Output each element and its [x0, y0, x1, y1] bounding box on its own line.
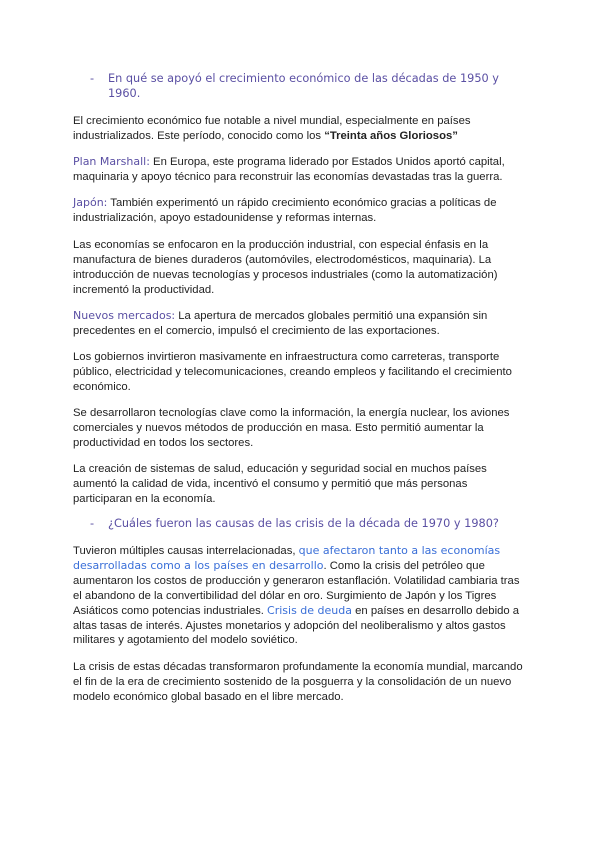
japon-label: Japón: — [73, 196, 108, 209]
bullet-dash: - — [90, 517, 95, 530]
bullet-dash: - — [90, 72, 95, 85]
causas-highlight-2: Crisis de deuda — [267, 603, 352, 617]
industria-paragraph: Las economías se enfocaron en la producción industrial, con especial énfasis en la manufactura de bienes duraderos (automóviles, electrodomésticos, maquinaria). La introducción de nuevas tecnologías y procesos industriales (como la automatización) incrementó la productividad. — [73, 239, 498, 296]
causas-highlight-1: que afectaron tanto a las economías desarrolladas como a los países en desarrollo — [73, 544, 501, 572]
tecnologias-paragraph: Se desarrollaron tecnologías clave como la información, la energía nuclear, los aviones comerciales y nuevos métodos de producción en masa. Esto permitió aumentar la productividad en todos los sectores. — [73, 407, 510, 449]
intro-text: El crecimiento económico fue notable a nivel mundial, especialmente en países industrializados. Este período, conocido como los — [73, 115, 471, 142]
marshall-label: Plan Marshall: — [73, 155, 150, 168]
salud-paragraph: La creación de sistemas de salud, educación y seguridad social en muchos países aumentó la calidad de vida, incentivó el consumo y permitió que más personas participaran en la economía. — [73, 463, 487, 505]
question-text: ¿Cuáles fueron las causas de las crisis de la década de 1970 y 1980? — [108, 517, 499, 530]
causas-text-3: en países en desarrollo debido a altas tasas de interés. Ajustes monetarios y adopción del neoliberalismo y altos gastos militares y agotamiento del modelo soviético. — [73, 604, 520, 647]
question-text: En qué se apoyó el crecimiento económico de las décadas de 1950 y 1960. — [108, 72, 499, 100]
intro-paragraph — [73, 114, 528, 144]
mercados-paragraph — [73, 309, 528, 339]
mercados-label: Nuevos mercados: — [73, 309, 176, 322]
japon-paragraph — [73, 196, 528, 226]
causas-text-1: Tuvieron múltiples causas interrelacionadas, — [73, 545, 299, 557]
causas-paragraph — [73, 544, 528, 648]
conclusion-paragraph: La crisis de estas décadas transformaron profundamente la economía mundial, marcando el fin de la era de crecimiento sostenido de la posguerra y la consolidación de un nuevo modelo económico global basado en el libre mercado. — [73, 661, 523, 703]
gobiernos-paragraph: Los gobiernos invirtieron masivamente en infraestructura como carreteras, transporte público, electricidad y telecomunicaciones, creando empleos y facilitando el crecimiento económico. — [73, 351, 512, 393]
intro-bold-term: “Treinta años Gloriosos” — [324, 129, 458, 142]
causas-text-2: . Como la crisis del petróleo que aumentaron los costos de producción y generaron estanflación. Volatilidad cambiaria tras el abandono de la convertibilidad del dólar en oro. Surgimiento de Japón y los Tigres Asiáticos como potencias industriales. — [73, 559, 520, 617]
marshall-text: En Europa, este programa liderado por Estados Unidos aportó capital, maquinaria y apoyo técnico para reconstruir las economías devastadas tras la guerra. — [73, 156, 505, 183]
marshall-paragraph — [73, 155, 528, 185]
mercados-text: La apertura de mercados globales permitió una expansión sin precedentes en el comercio, impulsó el crecimiento de las exportaciones. — [73, 310, 488, 337]
japon-text: También experimentó un rápido crecimiento económico gracias a políticas de industrialización, apoyo estadounidense y reformas internas. — [73, 197, 497, 224]
